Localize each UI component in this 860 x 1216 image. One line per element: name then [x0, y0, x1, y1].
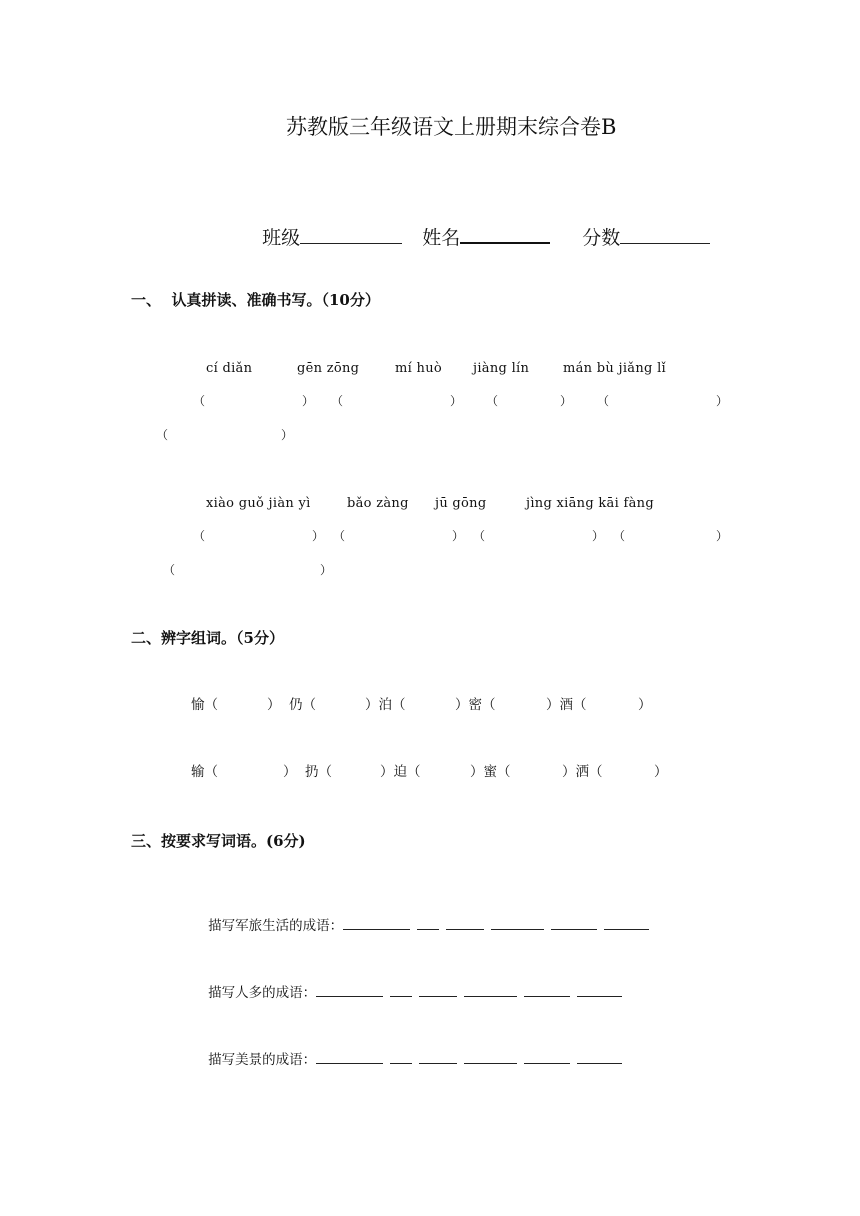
idiom-row	[191, 970, 629, 1014]
idiom-blank[interactable]	[316, 984, 383, 997]
idiom-blank[interactable]	[577, 984, 622, 997]
pinyin-item: jū gōng	[435, 496, 487, 511]
char-item: 输（	[191, 764, 218, 780]
answer-paren-open: （	[331, 394, 344, 408]
pinyin-item: mí huò	[395, 361, 442, 376]
idiom-blank[interactable]	[390, 984, 412, 997]
section1-heading: 一、 认真拼读、准确书写。（10分）	[131, 291, 380, 309]
char-item: 扔（	[305, 764, 332, 780]
pinyin-item: jìng xiāng kāi fàng	[526, 496, 654, 511]
name-label: 姓名	[422, 227, 461, 249]
idiom-blank[interactable]	[343, 917, 410, 930]
idiom-blank[interactable]	[577, 1051, 622, 1064]
idiom-blank[interactable]	[390, 1051, 412, 1064]
idiom-prompt: 描写美景的成语：	[208, 1051, 317, 1068]
answer-paren-close: ）	[312, 529, 325, 543]
answer-paren-close: ）	[560, 394, 573, 408]
idiom-row	[191, 903, 656, 947]
char-item: ）迫（	[380, 764, 421, 780]
char-item: ）泊（	[365, 697, 406, 713]
idiom-blank[interactable]	[464, 984, 517, 997]
name-blank[interactable]	[460, 226, 550, 244]
answer-paren-open: （	[163, 563, 176, 577]
idiom-blank[interactable]	[464, 1051, 517, 1064]
score-label: 分数	[582, 227, 621, 249]
char-item: ）密（	[455, 697, 496, 713]
info-line	[238, 207, 710, 267]
answer-paren-open: （	[193, 394, 206, 408]
answer-paren-open: （	[613, 529, 626, 543]
char-item: ）	[267, 697, 281, 713]
idiom-blank[interactable]	[419, 1051, 457, 1064]
answer-paren-close: ）	[452, 529, 465, 543]
idiom-blank[interactable]	[551, 917, 597, 930]
idiom-blank[interactable]	[417, 917, 439, 930]
idiom-blank[interactable]	[524, 1051, 570, 1064]
score-blank[interactable]	[620, 227, 710, 244]
idiom-row	[191, 1037, 629, 1081]
section2-heading: 二、辨字组词。（5分）	[131, 629, 284, 647]
answer-paren-open: （	[156, 428, 169, 442]
answer-paren-close: ）	[320, 563, 333, 577]
char-item: ）洒（	[562, 764, 603, 780]
class-label: 班级	[262, 227, 301, 249]
char-item: ）蜜（	[470, 764, 511, 780]
idiom-blank[interactable]	[491, 917, 544, 930]
idiom-prompt: 描写人多的成语：	[208, 984, 317, 1001]
answer-paren-close: ）	[716, 394, 729, 408]
idiom-blank[interactable]	[316, 1051, 383, 1064]
answer-paren-close: ）	[592, 529, 605, 543]
char-item: ）	[654, 764, 668, 780]
idiom-blank[interactable]	[446, 917, 484, 930]
idiom-prompt: 描写军旅生活的成语：	[208, 917, 344, 934]
answer-paren-close: ）	[716, 529, 729, 543]
char-item: 愉（	[191, 697, 218, 713]
answer-paren-open: （	[486, 394, 499, 408]
answer-paren-close: ）	[450, 394, 463, 408]
char-item: 仍（	[289, 697, 316, 713]
pinyin-item: mán bù jiǎng lǐ	[563, 361, 666, 376]
pinyin-item: cí diǎn	[206, 361, 253, 376]
answer-paren-open: （	[333, 529, 346, 543]
class-blank[interactable]	[300, 227, 402, 244]
answer-paren-close: ）	[281, 428, 294, 442]
answer-paren-close: ）	[302, 394, 315, 408]
pinyin-item: bǎo zàng	[347, 496, 409, 511]
answer-paren-open: （	[473, 529, 486, 543]
answer-paren-open: （	[597, 394, 610, 408]
char-item: ）	[283, 764, 297, 780]
pinyin-item: jiàng lín	[473, 361, 530, 376]
answer-paren-open: （	[193, 529, 206, 543]
char-item: ）	[638, 697, 652, 713]
idiom-blank[interactable]	[419, 984, 457, 997]
char-item: ）酒（	[546, 697, 587, 713]
document-title: 苏教版三年级语文上册期末综合卷B	[286, 115, 617, 139]
idiom-blank[interactable]	[524, 984, 570, 997]
pinyin-item: gēn zōng	[297, 361, 360, 376]
idiom-blank[interactable]	[604, 917, 649, 930]
pinyin-item: xiào guǒ jiàn yì	[206, 496, 311, 511]
section3-heading: 三、按要求写词语。(6分)	[131, 832, 306, 850]
